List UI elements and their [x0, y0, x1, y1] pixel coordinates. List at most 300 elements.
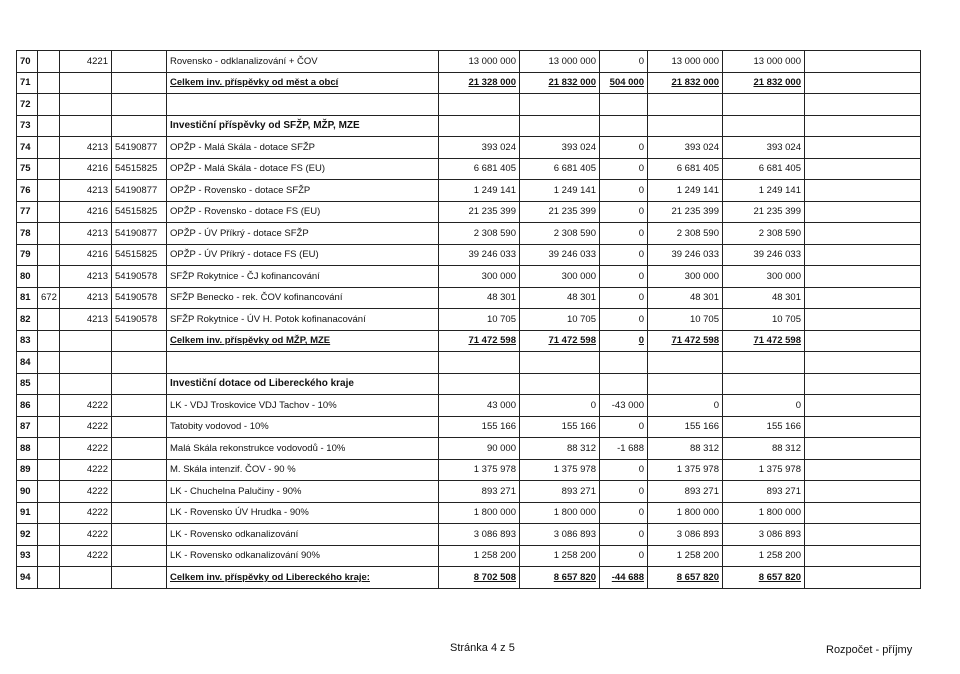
- value-5-cell: 13 000 000: [723, 51, 805, 73]
- value-5-cell: 1 375 978: [723, 459, 805, 481]
- row-number-cell: 85: [17, 373, 38, 395]
- table-row: [17, 223, 921, 245]
- item-label-cell: SFŽP Benecko - rek. ČOV kofinancování: [167, 287, 439, 309]
- row-number-cell: 76: [17, 180, 38, 202]
- row-number-cell: 70: [17, 51, 38, 73]
- blank-cell: [805, 94, 921, 116]
- paragraph-cell: [60, 352, 112, 374]
- value-4-cell: 39 246 033: [648, 244, 723, 266]
- row-number-cell: 87: [17, 416, 38, 438]
- value-3-cell: 0: [600, 287, 648, 309]
- value-4-cell: 1 800 000: [648, 502, 723, 524]
- paragraph-cell: [60, 330, 112, 352]
- chapter-cell: [38, 223, 60, 245]
- chapter-cell: [38, 309, 60, 331]
- table-row: [17, 137, 921, 159]
- paragraph-cell: 4222: [60, 438, 112, 460]
- chapter-cell: [38, 94, 60, 116]
- item-label-cell: Investiční dotace od Libereckého kraje: [167, 373, 439, 395]
- value-1-cell: [439, 94, 520, 116]
- value-3-cell: 0: [600, 330, 648, 352]
- value-4-cell: 71 472 598: [648, 330, 723, 352]
- table-row: [17, 545, 921, 567]
- value-3-cell: 0: [600, 524, 648, 546]
- chapter-cell: [38, 395, 60, 417]
- table-row: [17, 438, 921, 460]
- value-2-cell: 71 472 598: [520, 330, 600, 352]
- blank-cell: [805, 524, 921, 546]
- org-code-cell: [112, 459, 167, 481]
- value-4-cell: [648, 352, 723, 374]
- value-3-cell: 0: [600, 51, 648, 73]
- blank-cell: [805, 244, 921, 266]
- item-label-cell: Celkem inv. příspěvky od MŽP, MZE: [167, 330, 439, 352]
- item-label-cell: LK - VDJ Troskovice VDJ Tachov - 10%: [167, 395, 439, 417]
- value-4-cell: 48 301: [648, 287, 723, 309]
- row-number-cell: 84: [17, 352, 38, 374]
- value-3-cell: -1 688: [600, 438, 648, 460]
- value-4-cell: 893 271: [648, 481, 723, 503]
- blank-cell: [805, 287, 921, 309]
- item-label-cell: Tatobity vodovod - 10%: [167, 416, 439, 438]
- blank-cell: [805, 438, 921, 460]
- chapter-cell: [38, 438, 60, 460]
- value-3-cell: [600, 94, 648, 116]
- value-4-cell: 1 258 200: [648, 545, 723, 567]
- chapter-cell: [38, 137, 60, 159]
- chapter-cell: [38, 459, 60, 481]
- value-2-cell: 1 375 978: [520, 459, 600, 481]
- value-4-cell: 21 235 399: [648, 201, 723, 223]
- value-3-cell: 0: [600, 502, 648, 524]
- paragraph-cell: 4222: [60, 481, 112, 503]
- paragraph-cell: 4222: [60, 502, 112, 524]
- paragraph-cell: 4222: [60, 459, 112, 481]
- value-5-cell: 1 258 200: [723, 545, 805, 567]
- chapter-cell: [38, 502, 60, 524]
- table-row: [17, 459, 921, 481]
- row-number-cell: 83: [17, 330, 38, 352]
- item-label-cell: OPŽP - Rovensko - dotace SFŽP: [167, 180, 439, 202]
- row-number-cell: 92: [17, 524, 38, 546]
- paragraph-cell: 4222: [60, 545, 112, 567]
- chapter-cell: 672: [38, 287, 60, 309]
- value-2-cell: [520, 94, 600, 116]
- value-5-cell: 1 249 141: [723, 180, 805, 202]
- value-3-cell: 0: [600, 459, 648, 481]
- chapter-cell: [38, 352, 60, 374]
- value-3-cell: 504 000: [600, 72, 648, 94]
- chapter-cell: [38, 416, 60, 438]
- org-code-cell: 54190877: [112, 180, 167, 202]
- row-number-cell: 81: [17, 287, 38, 309]
- value-4-cell: [648, 373, 723, 395]
- value-2-cell: 88 312: [520, 438, 600, 460]
- value-3-cell: 0: [600, 309, 648, 331]
- item-label-cell: Rovensko - odklanalizování + ČOV: [167, 51, 439, 73]
- document-section-label: Rozpočet - příjmy: [826, 644, 913, 656]
- value-1-cell: [439, 115, 520, 137]
- value-4-cell: 21 832 000: [648, 72, 723, 94]
- org-code-cell: [112, 567, 167, 589]
- value-2-cell: 1 258 200: [520, 545, 600, 567]
- chapter-cell: [38, 266, 60, 288]
- item-label-cell: [167, 352, 439, 374]
- budget-table: [16, 50, 921, 589]
- paragraph-cell: 4221: [60, 51, 112, 73]
- value-3-cell: 0: [600, 545, 648, 567]
- value-1-cell: 3 086 893: [439, 524, 520, 546]
- table-row: [17, 373, 921, 395]
- value-5-cell: 10 705: [723, 309, 805, 331]
- value-4-cell: 10 705: [648, 309, 723, 331]
- value-4-cell: 1 375 978: [648, 459, 723, 481]
- paragraph-cell: 4216: [60, 158, 112, 180]
- blank-cell: [805, 459, 921, 481]
- value-3-cell: 0: [600, 416, 648, 438]
- value-5-cell: [723, 352, 805, 374]
- org-code-cell: 54190578: [112, 287, 167, 309]
- row-number-cell: 88: [17, 438, 38, 460]
- table-row: [17, 309, 921, 331]
- table-row: [17, 94, 921, 116]
- value-5-cell: 71 472 598: [723, 330, 805, 352]
- value-1-cell: 1 375 978: [439, 459, 520, 481]
- paragraph-cell: 4213: [60, 137, 112, 159]
- row-number-cell: 72: [17, 94, 38, 116]
- value-2-cell: 393 024: [520, 137, 600, 159]
- row-number-cell: 73: [17, 115, 38, 137]
- value-3-cell: -43 000: [600, 395, 648, 417]
- blank-cell: [805, 481, 921, 503]
- value-5-cell: 3 086 893: [723, 524, 805, 546]
- item-label-cell: LK - Rovensko odkanalizování: [167, 524, 439, 546]
- org-code-cell: [112, 51, 167, 73]
- value-3-cell: 0: [600, 223, 648, 245]
- blank-cell: [805, 545, 921, 567]
- blank-cell: [805, 115, 921, 137]
- chapter-cell: [38, 330, 60, 352]
- blank-cell: [805, 373, 921, 395]
- value-2-cell: [520, 373, 600, 395]
- value-5-cell: 39 246 033: [723, 244, 805, 266]
- item-label-cell: LK - Rovensko odkanalizování 90%: [167, 545, 439, 567]
- table-row: [17, 330, 921, 352]
- value-3-cell: [600, 352, 648, 374]
- value-5-cell: 88 312: [723, 438, 805, 460]
- value-1-cell: 71 472 598: [439, 330, 520, 352]
- blank-cell: [805, 266, 921, 288]
- org-code-cell: [112, 330, 167, 352]
- value-4-cell: 6 681 405: [648, 158, 723, 180]
- value-5-cell: 1 800 000: [723, 502, 805, 524]
- table-row: [17, 115, 921, 137]
- value-2-cell: 0: [520, 395, 600, 417]
- value-5-cell: 21 832 000: [723, 72, 805, 94]
- paragraph-cell: 4213: [60, 180, 112, 202]
- value-2-cell: 21 235 399: [520, 201, 600, 223]
- org-code-cell: [112, 502, 167, 524]
- value-3-cell: 0: [600, 266, 648, 288]
- value-1-cell: 1 800 000: [439, 502, 520, 524]
- item-label-cell: OPŽP - ÚV Příkrý - dotace SFŽP: [167, 223, 439, 245]
- value-3-cell: [600, 373, 648, 395]
- org-code-cell: [112, 438, 167, 460]
- value-1-cell: 21 235 399: [439, 201, 520, 223]
- paragraph-cell: [60, 115, 112, 137]
- value-1-cell: 90 000: [439, 438, 520, 460]
- page-number: Stránka 4 z 5: [450, 642, 515, 654]
- blank-cell: [805, 180, 921, 202]
- org-code-cell: 54190578: [112, 309, 167, 331]
- org-code-cell: [112, 352, 167, 374]
- paragraph-cell: 4216: [60, 201, 112, 223]
- value-2-cell: 10 705: [520, 309, 600, 331]
- value-1-cell: 1 249 141: [439, 180, 520, 202]
- value-2-cell: 8 657 820: [520, 567, 600, 589]
- value-1-cell: 893 271: [439, 481, 520, 503]
- table-row: [17, 352, 921, 374]
- row-number-cell: 71: [17, 72, 38, 94]
- value-1-cell: [439, 373, 520, 395]
- value-3-cell: 0: [600, 137, 648, 159]
- value-4-cell: 1 249 141: [648, 180, 723, 202]
- value-2-cell: 2 308 590: [520, 223, 600, 245]
- value-4-cell: 2 308 590: [648, 223, 723, 245]
- value-2-cell: 1 800 000: [520, 502, 600, 524]
- org-code-cell: 54190578: [112, 266, 167, 288]
- item-label-cell: [167, 94, 439, 116]
- blank-cell: [805, 201, 921, 223]
- value-1-cell: 6 681 405: [439, 158, 520, 180]
- table-row: [17, 567, 921, 589]
- table-row: [17, 201, 921, 223]
- org-code-cell: 54515825: [112, 158, 167, 180]
- table-row: [17, 180, 921, 202]
- row-number-cell: 94: [17, 567, 38, 589]
- blank-cell: [805, 137, 921, 159]
- org-code-cell: 54515825: [112, 244, 167, 266]
- table-row: [17, 502, 921, 524]
- item-label-cell: OPŽP - Malá Skála - dotace FS (EU): [167, 158, 439, 180]
- item-label-cell: LK - Rovensko ÚV Hrudka - 90%: [167, 502, 439, 524]
- value-1-cell: 39 246 033: [439, 244, 520, 266]
- value-1-cell: 10 705: [439, 309, 520, 331]
- item-label-cell: OPŽP - Rovensko - dotace FS (EU): [167, 201, 439, 223]
- chapter-cell: [38, 373, 60, 395]
- chapter-cell: [38, 545, 60, 567]
- value-2-cell: 893 271: [520, 481, 600, 503]
- blank-cell: [805, 502, 921, 524]
- value-4-cell: 300 000: [648, 266, 723, 288]
- blank-cell: [805, 223, 921, 245]
- org-code-cell: [112, 524, 167, 546]
- value-5-cell: 48 301: [723, 287, 805, 309]
- chapter-cell: [38, 201, 60, 223]
- table-row: [17, 524, 921, 546]
- row-number-cell: 89: [17, 459, 38, 481]
- org-code-cell: [112, 416, 167, 438]
- value-4-cell: 88 312: [648, 438, 723, 460]
- value-2-cell: 39 246 033: [520, 244, 600, 266]
- org-code-cell: [112, 395, 167, 417]
- org-code-cell: [112, 72, 167, 94]
- value-5-cell: 6 681 405: [723, 158, 805, 180]
- value-4-cell: 8 657 820: [648, 567, 723, 589]
- item-label-cell: OPŽP - ÚV Příkrý - dotace FS (EU): [167, 244, 439, 266]
- chapter-cell: [38, 72, 60, 94]
- item-label-cell: Investiční příspěvky od SFŽP, MŽP, MZE: [167, 115, 439, 137]
- value-5-cell: 393 024: [723, 137, 805, 159]
- value-4-cell: 155 166: [648, 416, 723, 438]
- value-2-cell: 300 000: [520, 266, 600, 288]
- chapter-cell: [38, 180, 60, 202]
- paragraph-cell: [60, 94, 112, 116]
- org-code-cell: [112, 481, 167, 503]
- value-3-cell: [600, 115, 648, 137]
- value-4-cell: 3 086 893: [648, 524, 723, 546]
- value-4-cell: [648, 94, 723, 116]
- value-4-cell: [648, 115, 723, 137]
- chapter-cell: [38, 524, 60, 546]
- value-1-cell: 21 328 000: [439, 72, 520, 94]
- org-code-cell: 54190877: [112, 223, 167, 245]
- blank-cell: [805, 158, 921, 180]
- table-body: [17, 51, 921, 589]
- value-4-cell: 13 000 000: [648, 51, 723, 73]
- row-number-cell: 74: [17, 137, 38, 159]
- value-1-cell: 300 000: [439, 266, 520, 288]
- paragraph-cell: 4213: [60, 266, 112, 288]
- blank-cell: [805, 567, 921, 589]
- blank-cell: [805, 416, 921, 438]
- table-row: [17, 244, 921, 266]
- chapter-cell: [38, 244, 60, 266]
- value-5-cell: [723, 373, 805, 395]
- blank-cell: [805, 395, 921, 417]
- value-1-cell: 2 308 590: [439, 223, 520, 245]
- paragraph-cell: 4213: [60, 309, 112, 331]
- row-number-cell: 93: [17, 545, 38, 567]
- row-number-cell: 77: [17, 201, 38, 223]
- item-label-cell: SFŽP Rokytnice - ČJ kofinancování: [167, 266, 439, 288]
- paragraph-cell: 4222: [60, 524, 112, 546]
- table-row: [17, 395, 921, 417]
- org-code-cell: [112, 94, 167, 116]
- blank-cell: [805, 72, 921, 94]
- blank-cell: [805, 309, 921, 331]
- paragraph-cell: [60, 567, 112, 589]
- row-number-cell: 82: [17, 309, 38, 331]
- value-1-cell: 1 258 200: [439, 545, 520, 567]
- value-3-cell: 0: [600, 158, 648, 180]
- value-1-cell: 43 000: [439, 395, 520, 417]
- org-code-cell: [112, 115, 167, 137]
- value-2-cell: [520, 115, 600, 137]
- value-3-cell: 0: [600, 180, 648, 202]
- chapter-cell: [38, 51, 60, 73]
- paragraph-cell: 4222: [60, 395, 112, 417]
- value-3-cell: 0: [600, 244, 648, 266]
- item-label-cell: M. Skála intenzif. ČOV - 90 %: [167, 459, 439, 481]
- item-label-cell: Malá Skála rekonstrukce vodovodů - 10%: [167, 438, 439, 460]
- item-label-cell: LK - Chuchelna Palučiny - 90%: [167, 481, 439, 503]
- value-5-cell: 300 000: [723, 266, 805, 288]
- value-1-cell: 393 024: [439, 137, 520, 159]
- item-label-cell: Celkem inv. příspěvky od Libereckého kraje:: [167, 567, 439, 589]
- value-2-cell: [520, 352, 600, 374]
- value-3-cell: 0: [600, 201, 648, 223]
- chapter-cell: [38, 567, 60, 589]
- value-1-cell: 13 000 000: [439, 51, 520, 73]
- chapter-cell: [38, 481, 60, 503]
- value-5-cell: 155 166: [723, 416, 805, 438]
- chapter-cell: [38, 158, 60, 180]
- table-row: [17, 158, 921, 180]
- value-1-cell: 48 301: [439, 287, 520, 309]
- table-row: [17, 287, 921, 309]
- org-code-cell: 54515825: [112, 201, 167, 223]
- org-code-cell: [112, 373, 167, 395]
- value-5-cell: 21 235 399: [723, 201, 805, 223]
- value-5-cell: [723, 94, 805, 116]
- value-2-cell: 3 086 893: [520, 524, 600, 546]
- row-number-cell: 90: [17, 481, 38, 503]
- paragraph-cell: [60, 373, 112, 395]
- value-5-cell: 2 308 590: [723, 223, 805, 245]
- value-2-cell: 1 249 141: [520, 180, 600, 202]
- value-1-cell: 155 166: [439, 416, 520, 438]
- value-1-cell: [439, 352, 520, 374]
- org-code-cell: [112, 545, 167, 567]
- row-number-cell: 91: [17, 502, 38, 524]
- blank-cell: [805, 352, 921, 374]
- value-5-cell: 893 271: [723, 481, 805, 503]
- paragraph-cell: 4222: [60, 416, 112, 438]
- item-label-cell: Celkem inv. příspěvky od měst a obcí: [167, 72, 439, 94]
- value-2-cell: 6 681 405: [520, 158, 600, 180]
- item-label-cell: OPŽP - Malá Skála - dotace SFŽP: [167, 137, 439, 159]
- value-1-cell: 8 702 508: [439, 567, 520, 589]
- blank-cell: [805, 51, 921, 73]
- paragraph-cell: 4216: [60, 244, 112, 266]
- row-number-cell: 79: [17, 244, 38, 266]
- table-row: [17, 416, 921, 438]
- row-number-cell: 75: [17, 158, 38, 180]
- paragraph-cell: 4213: [60, 287, 112, 309]
- value-2-cell: 13 000 000: [520, 51, 600, 73]
- value-2-cell: 21 832 000: [520, 72, 600, 94]
- value-5-cell: 0: [723, 395, 805, 417]
- chapter-cell: [38, 115, 60, 137]
- value-4-cell: 0: [648, 395, 723, 417]
- row-number-cell: 78: [17, 223, 38, 245]
- table-row: [17, 72, 921, 94]
- blank-cell: [805, 330, 921, 352]
- table-row: [17, 266, 921, 288]
- row-number-cell: 86: [17, 395, 38, 417]
- paragraph-cell: [60, 72, 112, 94]
- value-4-cell: 393 024: [648, 137, 723, 159]
- item-label-cell: SFŽP Rokytnice - ÚV H. Potok kofinanacování: [167, 309, 439, 331]
- paragraph-cell: 4213: [60, 223, 112, 245]
- value-2-cell: 48 301: [520, 287, 600, 309]
- table-row: [17, 51, 921, 73]
- org-code-cell: 54190877: [112, 137, 167, 159]
- row-number-cell: 80: [17, 266, 38, 288]
- value-2-cell: 155 166: [520, 416, 600, 438]
- value-3-cell: -44 688: [600, 567, 648, 589]
